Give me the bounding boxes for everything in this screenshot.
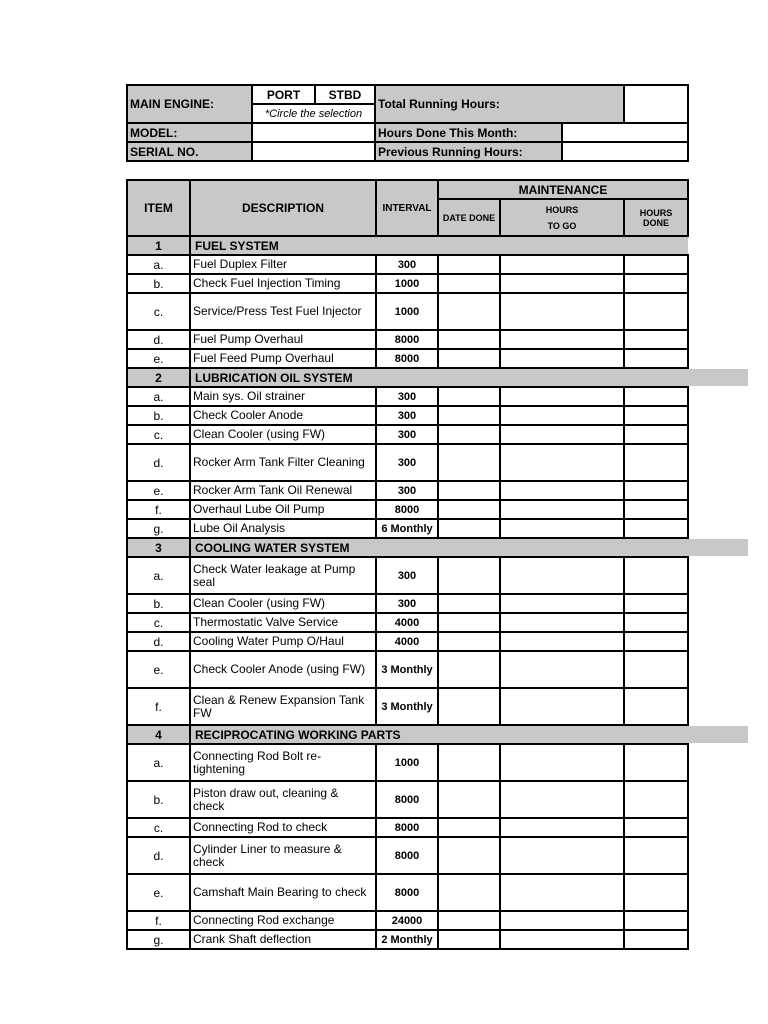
row-item: c. xyxy=(127,613,190,632)
table-row xyxy=(127,330,688,349)
row-date-done-field[interactable] xyxy=(438,688,500,725)
row-hours-to-go-field[interactable] xyxy=(500,274,624,293)
row-description: Connecting Rod to check xyxy=(190,818,376,837)
row-hours-to-go-field[interactable] xyxy=(500,688,624,725)
row-hours-done-field[interactable] xyxy=(624,837,688,874)
col-date-done-header: DATE DONE xyxy=(438,199,500,236)
row-item: a. xyxy=(127,387,190,406)
row-interval: 300 xyxy=(376,387,438,406)
row-hours-done-field[interactable] xyxy=(624,481,688,500)
row-date-done-field[interactable] xyxy=(438,818,500,837)
row-hours-to-go-field[interactable] xyxy=(500,387,624,406)
row-hours-done-field[interactable] xyxy=(624,557,688,594)
row-interval: 1000 xyxy=(376,274,438,293)
row-hours-to-go-field[interactable] xyxy=(500,481,624,500)
row-interval: 300 xyxy=(376,406,438,425)
row-hours-done-field[interactable] xyxy=(624,911,688,930)
table-row xyxy=(127,387,688,406)
col-hours-to-go-line1: HOURS xyxy=(545,204,579,215)
col-hours-done-header: HOURS DONE xyxy=(624,199,688,236)
total-running-hours-label: Total Running Hours: xyxy=(375,85,624,123)
row-hours-done-field[interactable] xyxy=(624,818,688,837)
table-row xyxy=(127,349,688,368)
row-description: Check Fuel Injection Timing xyxy=(190,274,376,293)
row-date-done-field[interactable] xyxy=(438,781,500,818)
row-interval: 1000 xyxy=(376,744,438,781)
previous-running-hours-field[interactable] xyxy=(562,142,688,161)
table-row xyxy=(127,425,688,444)
row-hours-done-field[interactable] xyxy=(624,781,688,818)
row-item: e. xyxy=(127,651,190,688)
section-title: COOLING WATER SYSTEM xyxy=(190,538,688,557)
row-description: Main sys. Oil strainer xyxy=(190,387,376,406)
row-date-done-field[interactable] xyxy=(438,349,500,368)
row-description: Cooling Water Pump O/Haul xyxy=(190,632,376,651)
section-number: 3 xyxy=(127,538,190,557)
row-date-done-field[interactable] xyxy=(438,406,500,425)
row-hours-done-field[interactable] xyxy=(624,255,688,274)
row-date-done-field[interactable] xyxy=(438,557,500,594)
table-row xyxy=(127,613,688,632)
row-hours-to-go-field[interactable] xyxy=(500,500,624,519)
row-date-done-field[interactable] xyxy=(438,613,500,632)
table-row xyxy=(127,293,688,330)
row-hours-to-go-field[interactable] xyxy=(500,255,624,274)
row-item: d. xyxy=(127,330,190,349)
section-band-extension xyxy=(688,539,748,556)
row-interval: 8000 xyxy=(376,330,438,349)
row-date-done-field[interactable] xyxy=(438,500,500,519)
row-hours-to-go-field[interactable] xyxy=(500,930,624,949)
row-hours-to-go-field[interactable] xyxy=(500,330,624,349)
table-row xyxy=(127,651,688,688)
row-item: a. xyxy=(127,557,190,594)
row-item: e. xyxy=(127,349,190,368)
table-row xyxy=(127,874,688,911)
row-hours-done-field[interactable] xyxy=(624,349,688,368)
row-hours-to-go-field[interactable] xyxy=(500,557,624,594)
row-date-done-field[interactable] xyxy=(438,481,500,500)
row-hours-to-go-field[interactable] xyxy=(500,744,624,781)
row-hours-done-field[interactable] xyxy=(624,688,688,725)
row-date-done-field[interactable] xyxy=(438,930,500,949)
row-item: e. xyxy=(127,874,190,911)
port-option[interactable]: PORT xyxy=(252,85,315,104)
row-description: Connecting Rod exchange xyxy=(190,911,376,930)
row-item: f. xyxy=(127,911,190,930)
row-item: d. xyxy=(127,632,190,651)
section-row xyxy=(127,236,688,255)
row-description: Check Water leakage at Pump seal xyxy=(190,557,376,594)
row-description: Check Cooler Anode (using FW) xyxy=(190,651,376,688)
row-hours-done-field[interactable] xyxy=(624,330,688,349)
section-number: 1 xyxy=(127,236,190,255)
row-date-done-field[interactable] xyxy=(438,387,500,406)
row-hours-done-field[interactable] xyxy=(624,632,688,651)
table-row xyxy=(127,519,688,538)
total-running-hours-field[interactable] xyxy=(624,85,688,123)
row-interval: 300 xyxy=(376,425,438,444)
row-hours-done-field[interactable] xyxy=(624,930,688,949)
row-interval: 8000 xyxy=(376,874,438,911)
row-interval: 24000 xyxy=(376,911,438,930)
row-interval: 2 Monthly xyxy=(376,930,438,949)
serial-label: SERIAL NO. xyxy=(127,142,252,161)
row-hours-to-go-field[interactable] xyxy=(500,651,624,688)
row-item: c. xyxy=(127,425,190,444)
row-hours-done-field[interactable] xyxy=(624,444,688,481)
table-row xyxy=(127,837,688,874)
row-hours-done-field[interactable] xyxy=(624,274,688,293)
row-description: Cylinder Liner to measure & check xyxy=(190,837,376,874)
row-hours-to-go-field[interactable] xyxy=(500,519,624,538)
circle-selection-note: *Circle the selection xyxy=(252,104,375,123)
row-interval: 8000 xyxy=(376,818,438,837)
row-hours-to-go-field[interactable] xyxy=(500,632,624,651)
col-hours-to-go-line2: TO GO xyxy=(547,220,577,231)
table-row xyxy=(127,930,688,949)
row-description: Lube Oil Analysis xyxy=(190,519,376,538)
row-description: Clean & Renew Expansion Tank FW xyxy=(190,688,376,725)
row-interval: 8000 xyxy=(376,500,438,519)
row-hours-done-field[interactable] xyxy=(624,744,688,781)
hours-done-month-label: Hours Done This Month: xyxy=(375,123,562,142)
row-description: Piston draw out, cleaning & check xyxy=(190,781,376,818)
row-hours-done-field[interactable] xyxy=(624,594,688,613)
row-item: d. xyxy=(127,444,190,481)
row-description: Fuel Feed Pump Overhaul xyxy=(190,349,376,368)
col-description-header: DESCRIPTION xyxy=(190,180,376,236)
row-hours-done-field[interactable] xyxy=(624,874,688,911)
row-hours-to-go-field[interactable] xyxy=(500,406,624,425)
row-date-done-field[interactable] xyxy=(438,837,500,874)
row-interval: 300 xyxy=(376,444,438,481)
row-date-done-field[interactable] xyxy=(438,425,500,444)
table-row xyxy=(127,781,688,818)
row-description: Clean Cooler (using FW) xyxy=(190,594,376,613)
row-item: a. xyxy=(127,255,190,274)
table-row xyxy=(127,444,688,481)
section-title: RECIPROCATING WORKING PARTS xyxy=(190,725,688,744)
col-item-header: ITEM xyxy=(127,180,190,236)
serial-field[interactable] xyxy=(252,142,375,161)
row-hours-done-field[interactable] xyxy=(624,425,688,444)
row-hours-to-go-field[interactable] xyxy=(500,444,624,481)
row-interval: 8000 xyxy=(376,837,438,874)
section-band-extension xyxy=(688,369,748,386)
table-row xyxy=(127,557,688,594)
row-interval: 1000 xyxy=(376,293,438,330)
row-date-done-field[interactable] xyxy=(438,911,500,930)
row-date-done-field[interactable] xyxy=(438,651,500,688)
row-hours-done-field[interactable] xyxy=(624,387,688,406)
row-hours-to-go-field[interactable] xyxy=(500,837,624,874)
row-item: b. xyxy=(127,781,190,818)
row-description: Camshaft Main Bearing to check xyxy=(190,874,376,911)
row-interval: 4000 xyxy=(376,632,438,651)
table-row xyxy=(127,911,688,930)
main-engine-label: MAIN ENGINE: xyxy=(127,85,252,123)
row-hours-to-go-field[interactable] xyxy=(500,613,624,632)
row-item: b. xyxy=(127,594,190,613)
hours-done-month-field[interactable] xyxy=(562,123,688,142)
row-hours-done-field[interactable] xyxy=(624,651,688,688)
section-number: 4 xyxy=(127,725,190,744)
row-item: f. xyxy=(127,688,190,725)
table-row xyxy=(127,406,688,425)
row-date-done-field[interactable] xyxy=(438,874,500,911)
model-label: MODEL: xyxy=(127,123,252,142)
row-item: a. xyxy=(127,744,190,781)
table-row xyxy=(127,481,688,500)
row-item: g. xyxy=(127,930,190,949)
row-hours-done-field[interactable] xyxy=(624,519,688,538)
row-interval: 3 Monthly xyxy=(376,651,438,688)
row-date-done-field[interactable] xyxy=(438,744,500,781)
previous-running-hours-label: Previous Running Hours: xyxy=(375,142,562,161)
row-date-done-field[interactable] xyxy=(438,632,500,651)
row-date-done-field[interactable] xyxy=(438,519,500,538)
table-row xyxy=(127,744,688,781)
row-description: Crank Shaft deflection xyxy=(190,930,376,949)
row-description: Overhaul Lube Oil Pump xyxy=(190,500,376,519)
section-title: LUBRICATION OIL SYSTEM xyxy=(190,368,688,387)
row-hours-done-field[interactable] xyxy=(624,406,688,425)
row-item: e. xyxy=(127,481,190,500)
row-description: Thermostatic Valve Service xyxy=(190,613,376,632)
row-description: Connecting Rod Bolt re-tightening xyxy=(190,744,376,781)
engine-info-header xyxy=(126,84,689,162)
section-row xyxy=(127,538,688,557)
row-interval: 300 xyxy=(376,557,438,594)
table-row xyxy=(127,688,688,725)
row-item: g. xyxy=(127,519,190,538)
table-row xyxy=(127,274,688,293)
row-item: d. xyxy=(127,837,190,874)
row-interval: 6 Monthly xyxy=(376,519,438,538)
row-date-done-field[interactable] xyxy=(438,293,500,330)
col-interval-header: INTERVAL xyxy=(376,180,438,236)
row-hours-to-go-field[interactable] xyxy=(500,594,624,613)
row-description: Rocker Arm Tank Oil Renewal xyxy=(190,481,376,500)
section-row xyxy=(127,368,688,387)
table-row xyxy=(127,594,688,613)
row-interval: 3 Monthly xyxy=(376,688,438,725)
row-description: Fuel Pump Overhaul xyxy=(190,330,376,349)
row-hours-to-go-field[interactable] xyxy=(500,911,624,930)
section-band-extension xyxy=(688,726,748,743)
row-date-done-field[interactable] xyxy=(438,274,500,293)
row-item: f. xyxy=(127,500,190,519)
stbd-option[interactable]: STBD xyxy=(315,85,375,104)
row-interval: 8000 xyxy=(376,781,438,818)
row-hours-to-go-field[interactable] xyxy=(500,874,624,911)
row-date-done-field[interactable] xyxy=(438,594,500,613)
section-title: FUEL SYSTEM xyxy=(190,236,688,255)
row-interval: 8000 xyxy=(376,349,438,368)
table-row xyxy=(127,632,688,651)
row-interval: 300 xyxy=(376,594,438,613)
row-item: c. xyxy=(127,818,190,837)
row-description: Fuel Duplex Filter xyxy=(190,255,376,274)
row-description: Rocker Arm Tank Filter Cleaning xyxy=(190,444,376,481)
row-date-done-field[interactable] xyxy=(438,444,500,481)
row-interval: 300 xyxy=(376,255,438,274)
row-description: Clean Cooler (using FW) xyxy=(190,425,376,444)
row-hours-to-go-field[interactable] xyxy=(500,818,624,837)
table-row xyxy=(127,818,688,837)
row-hours-done-field[interactable] xyxy=(624,500,688,519)
row-hours-to-go-field[interactable] xyxy=(500,293,624,330)
row-interval: 300 xyxy=(376,481,438,500)
col-hours-to-go-header xyxy=(500,199,624,236)
row-description: Service/Press Test Fuel Injector xyxy=(190,293,376,330)
row-item: c. xyxy=(127,293,190,330)
row-hours-done-field[interactable] xyxy=(624,613,688,632)
model-field[interactable] xyxy=(252,123,375,142)
section-row xyxy=(127,725,688,744)
section-number: 2 xyxy=(127,368,190,387)
row-date-done-field[interactable] xyxy=(438,330,500,349)
row-item: b. xyxy=(127,406,190,425)
row-hours-to-go-field[interactable] xyxy=(500,781,624,818)
table-row xyxy=(127,255,688,274)
row-hours-to-go-field[interactable] xyxy=(500,349,624,368)
row-interval: 4000 xyxy=(376,613,438,632)
row-description: Check Cooler Anode xyxy=(190,406,376,425)
col-maintenance-header: MAINTENANCE xyxy=(438,180,688,199)
maintenance-table xyxy=(126,179,689,950)
row-item: b. xyxy=(127,274,190,293)
row-hours-done-field[interactable] xyxy=(624,293,688,330)
row-hours-to-go-field[interactable] xyxy=(500,425,624,444)
row-date-done-field[interactable] xyxy=(438,255,500,274)
table-row xyxy=(127,500,688,519)
